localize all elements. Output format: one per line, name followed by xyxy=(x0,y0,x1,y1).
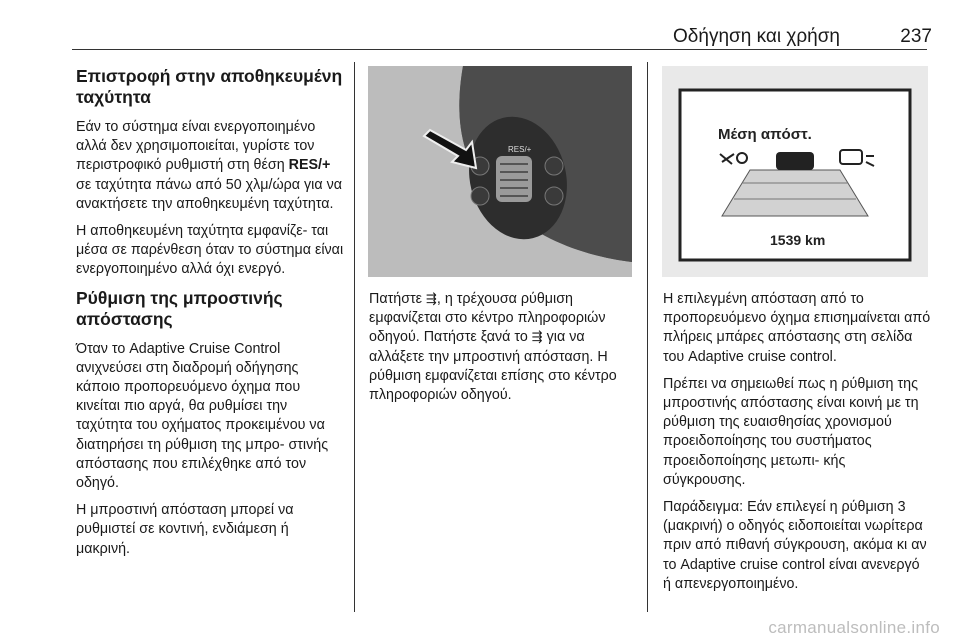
header-divider xyxy=(72,49,927,50)
display-value: 1539 km xyxy=(770,232,826,248)
car-icon xyxy=(776,152,814,170)
text: , η τρέχουσα ρύθμιση εμφανίζεται στο κέντρο πληροφοριών οδηγού. Πατήστε ξανά το xyxy=(369,291,606,346)
text: Εάν το σύστημα είναι ενεργοποιημένο αλλά δεν χρησιμοποιείται, γυρίστε τον περιστροφικό ρυθμιστή στη θέση xyxy=(76,119,316,174)
column-middle xyxy=(369,290,637,413)
steering-wheel-controls-image xyxy=(368,66,632,277)
watermark: carmanualsonline.info xyxy=(768,618,940,637)
column-right xyxy=(663,290,931,602)
section-heading-following-distance: Ρύθμιση της μπροστινής απόστασης xyxy=(76,287,283,329)
steering-wheel-illustration xyxy=(368,66,632,277)
column-left xyxy=(76,66,346,567)
paragraph: Πρέπει να σημειωθεί πως η ρύθμιση της μπροστινής απόστασης είναι κοινή με τη ρύθμιση της ευαισθησίας χρονισμού προειδοποίησης του συστήματος προειδοποίησης μετωπι‐ κής σύγκρουσης. xyxy=(663,375,919,488)
text: για να αλλάξετε την μπροστινή απόσταση. Η ρύθμιση εμφανίζεται επίσης στο κέντρο πληροφοριών οδηγού. xyxy=(369,329,617,404)
driver-information-display-image xyxy=(662,66,928,277)
paragraph xyxy=(369,290,637,405)
text: σε ταχύτητα πάνω από 50 χλμ/ώρα για να ανακτήσετε την αποθηκευμένη ταχύτητα. xyxy=(76,176,342,212)
res-plus-button-label: RES/+ xyxy=(508,145,532,154)
paragraph: Παράδειγμα: Εάν επιλεγεί η ρύθμιση 3 (μακρινή) ο οδηγός ειδοποιείται νωρίτερα πριν από πιθανή σύγκρουση, ακόμα κι αν το Adaptive cruise control είναι ανενεργό ή απενεργοποιημένο. xyxy=(663,499,927,592)
paragraph xyxy=(76,118,346,214)
paragraph: Όταν το Adaptive Cruise Control ανιχνεύσει στη διαδρομή οδήγησης κάποιο προπορευόμενο όχημα που κινείται πιο αργά, θα ρυθμίσει την ταχύτητα του οχήματος προκειμένου να διατηρήσει τη ρύθμιση της μπρο‐ στινής απόστασης που επιλέχθηκε από τον οδηγό. xyxy=(76,340,329,492)
res-plus-label: RES/+ xyxy=(288,157,331,174)
column-divider-right xyxy=(647,62,648,612)
display-label: Μέση απόστ. xyxy=(718,126,812,143)
page-number: 237 xyxy=(900,26,932,47)
paragraph: Η επιλεγμένη απόσταση από το προπορευόμενο όχημα επισημαίνεται από πλήρεις μπάρες απόστασης στη σελίδα του Adaptive cruise control. xyxy=(663,291,931,365)
following-distance-icon: ⇶ xyxy=(531,330,543,346)
text: Πατήστε xyxy=(369,291,427,307)
following-distance-icon: ⇶ xyxy=(426,292,437,307)
paragraph: Η αποθηκευμένη ταχύτητα εμφανίζε‐ ται μέσα σε παρένθεση όταν το σύστημα είναι ενεργοποιημένο αλλά όχι ενεργό. xyxy=(76,223,344,278)
page-header-title: Οδήγηση και χρήση xyxy=(673,26,840,47)
section-heading-return-speed: Επιστροφή στην αποθηκευμένη ταχύτητα xyxy=(76,66,343,107)
paragraph: Η μπροστινή απόσταση μπορεί να ρυθμιστεί σε κοντινή, ενδιάμεση ή μακρινή. xyxy=(76,502,294,557)
column-divider-left xyxy=(354,62,355,612)
